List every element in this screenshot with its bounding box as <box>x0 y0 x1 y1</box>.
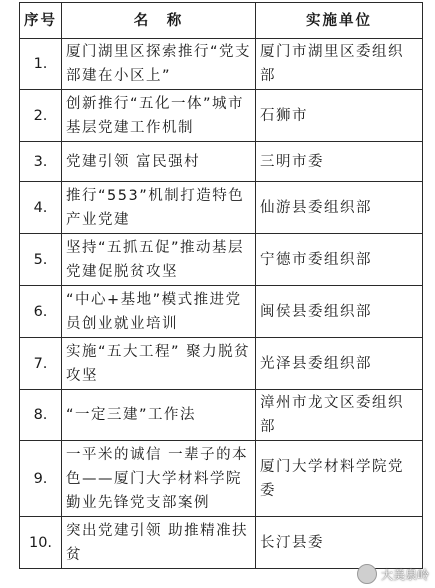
table-row <box>20 142 423 182</box>
table-row <box>20 390 423 441</box>
table-header-row <box>20 3 423 39</box>
row-name: 突出党建引领 助推精准扶贫 <box>62 517 256 569</box>
table-row <box>20 234 423 286</box>
row-number: 6. <box>20 286 62 338</box>
row-unit: 宁德市委组织部 <box>256 234 423 286</box>
table-row <box>20 286 423 338</box>
table-row <box>20 90 423 142</box>
row-number: 10. <box>20 517 62 569</box>
wechat-account-icon <box>357 564 377 584</box>
row-unit: 漳州市龙文区委组织部 <box>256 390 423 441</box>
row-number: 3. <box>20 142 62 182</box>
row-number: 4. <box>20 182 62 234</box>
row-name: “中心+基地”模式推进党员创业就业培训 <box>62 286 256 338</box>
row-number: 7. <box>20 338 62 390</box>
row-name: 推行“553”机制打造特色产业党建 <box>62 182 256 234</box>
row-name: 创新推行“五化一体”城市基层党建工作机制 <box>62 90 256 142</box>
row-number: 2. <box>20 90 62 142</box>
watermark <box>357 564 429 584</box>
row-unit: 长汀县委 <box>256 517 423 569</box>
watermark-text: 大美泉岭 <box>380 567 429 582</box>
table-row <box>20 517 423 569</box>
row-unit: 光泽县委组织部 <box>256 338 423 390</box>
row-name: 党建引领 富民强村 <box>62 142 256 182</box>
row-unit: 石狮市 <box>256 90 423 142</box>
row-name: 实施“五大工程” 聚力脱贫攻坚 <box>62 338 256 390</box>
table-row <box>20 182 423 234</box>
table-row <box>20 441 423 517</box>
table-row <box>20 39 423 90</box>
row-unit: 厦门市湖里区委组织部 <box>256 39 423 90</box>
row-unit: 闽侯县委组织部 <box>256 286 423 338</box>
row-name: “一定三建”工作法 <box>62 390 256 441</box>
row-name: 一平米的诚信 一辈子的本色——厦门大学材料学院勤业先锋党支部案例 <box>62 441 256 517</box>
header-unit: 实施单位 <box>256 3 423 39</box>
row-name: 坚持“五抓五促”推动基层党建促脱贫攻坚 <box>62 234 256 286</box>
award-list-table <box>19 2 423 569</box>
row-number: 9. <box>20 441 62 517</box>
row-number: 5. <box>20 234 62 286</box>
row-unit: 仙游县委组织部 <box>256 182 423 234</box>
row-number: 1. <box>20 39 62 90</box>
table-row <box>20 338 423 390</box>
header-number: 序号 <box>20 3 62 39</box>
row-name: 厦门湖里区探索推行“党支部建在小区上” <box>62 39 256 90</box>
header-name: 名 称 <box>62 3 256 39</box>
row-number: 8. <box>20 390 62 441</box>
row-unit: 三明市委 <box>256 142 423 182</box>
row-unit: 厦门大学材料学院党委 <box>256 441 423 517</box>
